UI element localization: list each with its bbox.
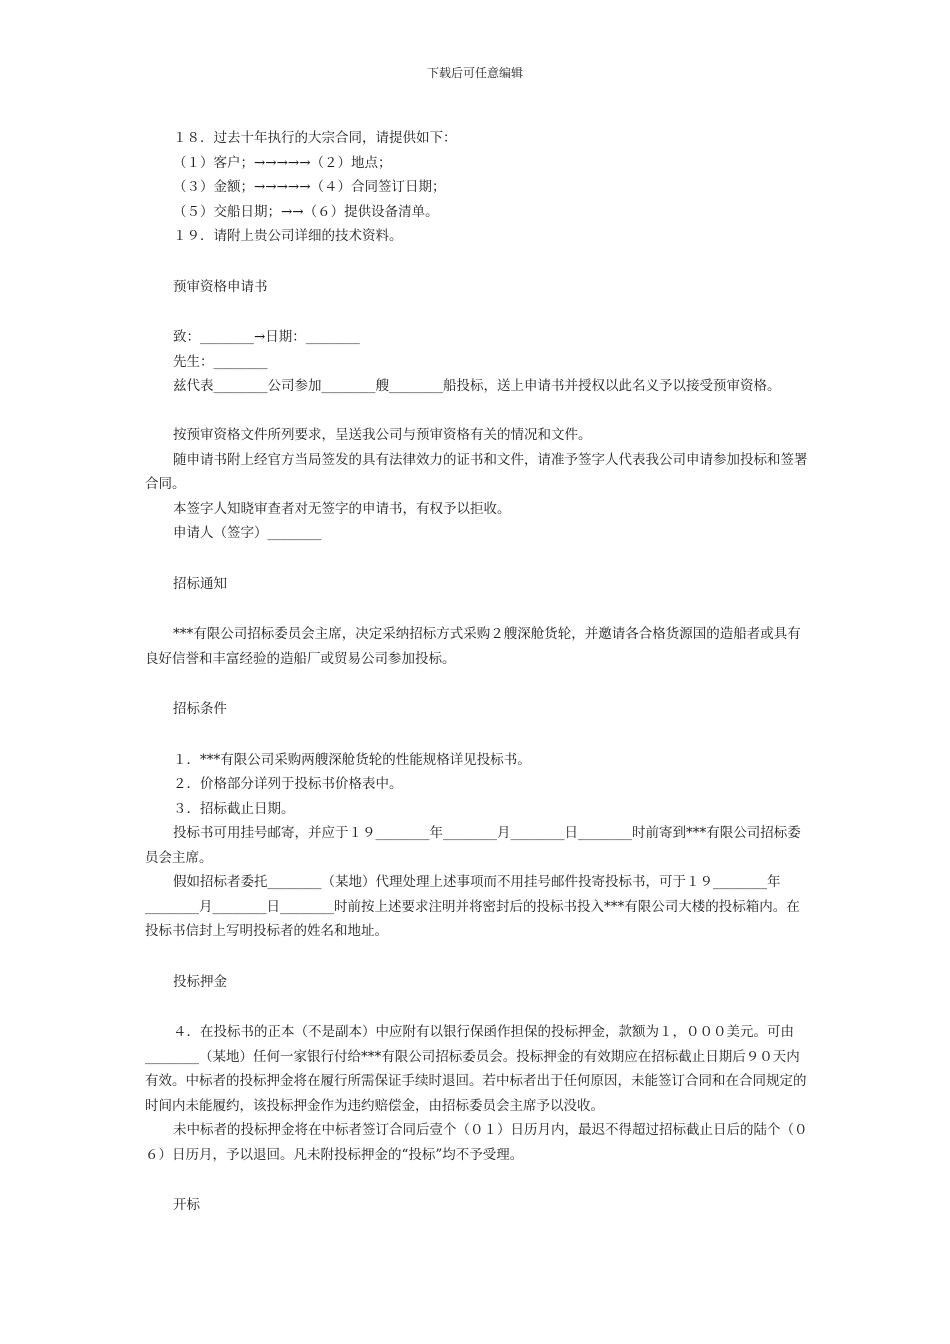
item-18-sub-2: （３）金额；→→→→→（４）合同签订日期； (173, 179, 446, 195)
item-18: １８．过去十年执行的大宗合同，请提供如下： (173, 130, 457, 146)
conditions-title: 招标条件 (173, 701, 227, 717)
application-to-line: 致：________→日期：________ (173, 329, 360, 345)
notice-title: 招标通知 (173, 575, 227, 592)
document-body (145, 126, 813, 1218)
conditions-item-3: ３．招标截止日期。 (173, 800, 295, 817)
notice-paragraph: ***有限公司招标委员会主席，决定采纳招标方式采购２艘深舱货轮，并邀请各合格货源国的造船者或具有良好信誉和丰富经验的造船厂或贸易公司参加投标。 (145, 626, 801, 667)
application-para-1: 按预审资格文件所列要求，呈送我公司与预审资格有关的情况和文件。 (173, 427, 592, 443)
conditions-paragraph-2: 假如招标者委托________（某地）代理处理上述事项而不用挂号邮件投寄投标书，可于１９________年________月________日________时前按上述要求注明并将密封后的投标书投入***有限公司大楼的投标箱内。在投标书信封上写明投标者的姓名和地址。 (145, 874, 800, 939)
application-represent-line: 兹代表________公司参加________艘________船投标，送上申请书并授权以此名义予以接受预审资格。 (173, 378, 781, 394)
application-sir-line: 先生：________ (173, 353, 268, 370)
application-signature-line: 申请人（签字）________ (173, 525, 322, 541)
page-header-note: 下载后可任意编辑 (426, 66, 523, 80)
opening-title: 开标 (173, 1197, 200, 1213)
deposit-title: 投标押金 (173, 973, 227, 990)
application-para-3: 本签字人知晓审查者对无签字的申请书，有权予以拒收。 (173, 500, 511, 517)
item-18-sub-3: （５）交船日期；→→（６）提供设备清单。 (173, 203, 439, 220)
item-18-sub-1: （１）客户；→→→→→（２）地点； (173, 154, 392, 171)
conditions-item-1: １．***有限公司采购两艘深舱货轮的性能规格详见投标书。 (173, 751, 531, 768)
conditions-paragraph-1: 投标书可用挂号邮寄，并应于１９________年________月________日________时前寄到***有限公司招标委员会主席。 (145, 825, 801, 866)
application-title: 预审资格申请书 (173, 278, 268, 295)
conditions-item-2: ２．价格部分详列于投标书价格表中。 (173, 776, 403, 792)
item-19: １９．请附上贵公司详细的技术资料。 (173, 228, 403, 244)
application-para-2: 随申请书附上经官方当局签发的具有法律效力的证书和文件，请准予签字人代表我公司申请参加投标和签署合同。 (145, 451, 808, 492)
deposit-paragraph-2: 未中标者的投标押金将在中标者签订合同后壹个（０１）日历月内，最迟不得超过招标截止日后的陆个（０６）日历月，予以退回。凡未附投标押金的“投标”均不予受理。 (145, 1122, 808, 1163)
deposit-paragraph-1: ４．在投标书的正本（不是副本）中应附有以银行保函作担保的投标押金，款额为１，０００美元。可由________（某地）任何一家银行付给***有限公司招标委员会。投标押金的有效期应在招标截止日期后９０天内有效。中标者的投标押金将在履行所需保证手续时退回。若中标者出于任何原因，未能签订合同和在合同规定的时间内未能履约，该投标押金作为违约赔偿金，由招标委员会主席予以没收。 (145, 1024, 807, 1114)
